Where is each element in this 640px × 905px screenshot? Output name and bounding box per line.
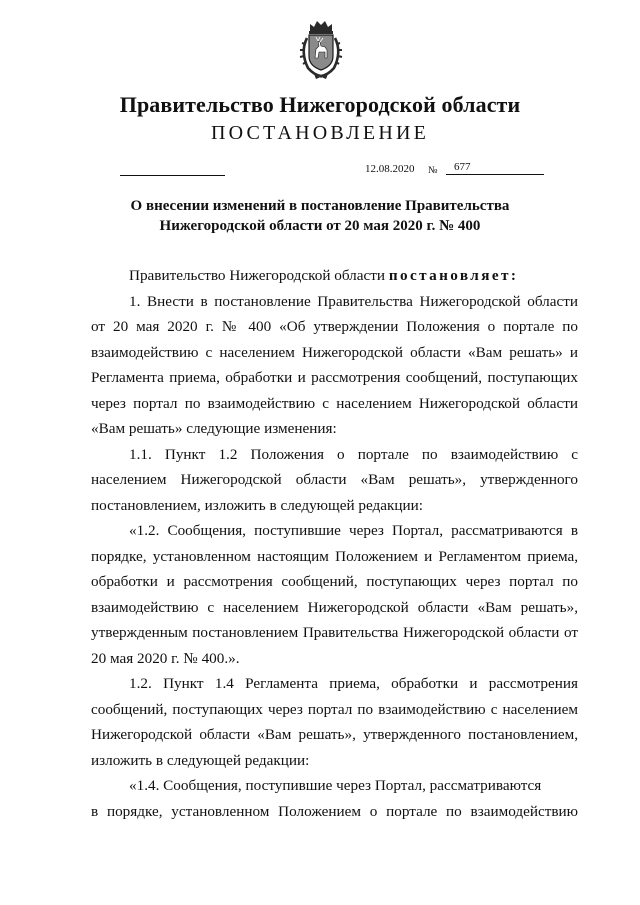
subject-line: О внесении изменений в постановление Правительства — [130, 198, 510, 214]
preamble-keyword: постановляет: — [388, 267, 519, 284]
registration-row — [0, 163, 640, 183]
paragraph-1-1: 1.1. Пункт 1.2 Положения о портале по взаимодействию с населением Нижегородской области «Вам решать», утвержденного постановлением, изложить в следующей редакции: — [91, 445, 578, 514]
document-number: 677 — [446, 161, 544, 175]
paragraph-1-2-quote-line-1: «1.4. Сообщения, поступившие через Портал, рассматриваются — [129, 777, 542, 794]
preamble — [91, 263, 578, 289]
number-sign: № — [428, 165, 438, 176]
paragraph-1-2: 1.2. Пункт 1.4 Регламента приема, обработки и рассмотрения сообщений, поступающих через портал по взаимодействию с населением Нижегородской области «Вам решать», утвержденного постановлением, изложить в следующей редакции: — [91, 675, 578, 769]
document-body — [91, 263, 578, 824]
paragraph-1: 1. Внести в постановление Правительства Нижегородской области от 20 мая 2020 г. № 400 «Об утверждении Положения о портале по взаимодействию с населением Нижегородской области «Вам решать» и Регламента приема, обработки и рассмотрения сообщений, поступающих через портал по взаимодействию с населением Нижегородской области «Вам решать» следующие изменения: — [91, 292, 578, 437]
document-type: ПОСТАНОВЛЕНИЕ — [210, 122, 430, 144]
blank-line — [120, 175, 225, 176]
preamble-text: Правительство Нижегородской области — [129, 267, 389, 284]
organization-title: Правительство Нижегородской области — [119, 92, 521, 117]
subject-line: Нижегородской области от 20 мая 2020 г. № 400 — [159, 218, 481, 234]
paragraph-1-1-quote: «1.2. Сообщения, поступившие через Портал, рассматриваются в порядке, установленном настоящим Положением и Регламентом приема, обработки и рассмотрения сообщений, поступающих через портал по взаимодействию с населением Нижегородской области «Вам решать», утвержденным постановлением Правительства Нижегородской области от 20 мая 2020 г. № 400.». — [91, 522, 578, 667]
paragraph-1-2-quote-line-2: в порядке, установленном Положением о портале по взаимодействию — [91, 802, 578, 820]
coat-of-arms-icon — [296, 18, 346, 80]
document-date: 12.08.2020 — [365, 163, 415, 175]
document-subject — [120, 196, 520, 236]
